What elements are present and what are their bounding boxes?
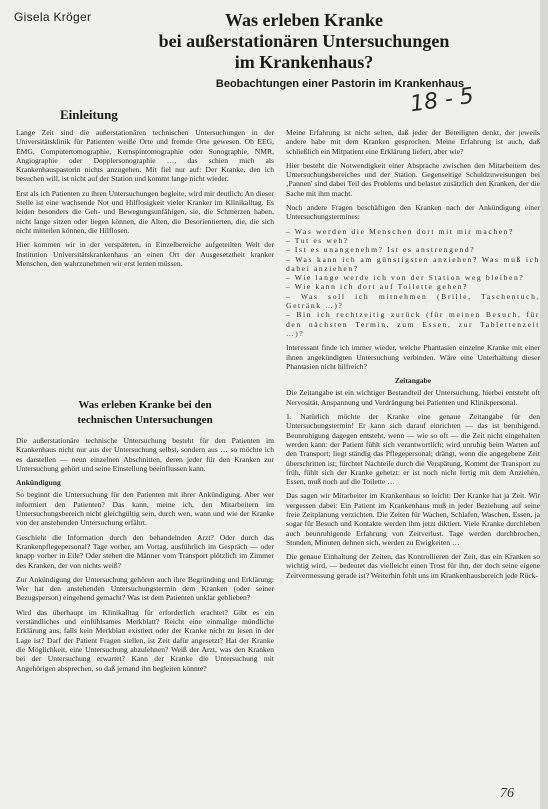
question-item: – Was kann ich am günstigsten anziehen? Was muß ich dabei anziehen?: [286, 254, 540, 273]
paragraph: Die genaue Einhaltung der Zeiten, das Kontrollieren der Zeit, das ein Kranken so wichtig wird, — bedeutet das vielleicht einen Trost für ihn, der doch seine eigene Zeitvermessung gerade ist? Weiterhin fehlt uns im Krankenhausbereich jede Rück-: [286, 552, 540, 580]
paragraph: Wird das überhaupt im Klinikalltag für erforderlich erachtet? Gibt es ein verständliches und einfühlsames Merkblatt? Reicht eine einmalige mündliche Erklärung aus, falls kein Merkblatt existiert oder der Kranke nicht zu lesen in der Lage ist? Darf der Patient Fragen stellen, ist Zeit dafür angesetzt? Hat der Kranke die Möglichkeit, eine Untersuchung abzulehnen? Weiß der Arzt, was den Kranken bei der Untersuchung erwartet? Kann der Kranke die Untersuchung mit Angehörigen absprechen, so daß jemand ihn begleiten könnte?: [16, 607, 274, 673]
subheading-line-2: technischen Untersuchungen: [77, 414, 213, 426]
left-column-body: [16, 436, 274, 678]
question-item: – Wie lange werde ich von der Station weg bleiben?: [286, 273, 525, 283]
page-edge-shadow: [540, 0, 548, 809]
paragraph: Noch andere Fragen beschäftigen den Kranken nach der Ankündigung einer Untersuchungstermines:: [286, 203, 540, 222]
question-item: – Ist es unangenehm? Ist es anstrengend?: [286, 245, 476, 255]
question-item: – Wie kann ich dort auf Toilette gehen?: [286, 282, 469, 292]
paragraph: Erst als ich Patienten zu ihren Untersuchungen begleite, wird mir deutlich: An dieser Stelle ist eine wachsende Not und Hilflosigkeit vieler Kranker im Klinikalltag. Es leiden besonders die Geh- und Bewegungsunfähigen, sie, die Schmerzen haben, nicht lange sitzen oder liegen können, die Alten, die Desorientierten, die, die sich nicht mitteilen können, die Hilflosen.: [16, 188, 274, 235]
heading-ankuendigung: Ankündigung: [16, 478, 61, 488]
title-line-3: im Krankenhaus?: [234, 52, 374, 72]
paragraph: Lange Zeit sind die außerstationären technischen Untersuchungen in der Universitätsklinik für Patienten weiße Orte und fremde Orte gewesen. Ob EEG, EMG, Computertomographie, Kernspintomographie oder Sonographie, NMR, Angiographie oder Dopplersonographie …, das schien mich als Krankenhauspastorin nichts anzugehen. Mit fiel nur auf: Der Kranke, den ich besuchen will, ist nicht auf der Station und kommt lange nicht wieder.: [16, 128, 274, 184]
title-line-2: bei außerstationären Untersuchungen: [158, 31, 450, 51]
right-column: [286, 128, 540, 585]
left-column-intro: [16, 128, 274, 273]
question-item: – Tut es weh?: [286, 235, 349, 245]
subheading-line-1: Was erleben Kranke bei den: [78, 399, 212, 411]
paragraph: Geschieht die Information durch den behandelnden Arzt? Oder durch das Krankenpflegepersonal? Tage vorher, am Vortag, ausführlich im Gespräch — oder knapp vorher in Eile? Oder stehen die Männer vom Transport plötzlich im Zimmer des Kranken, der von nichts weiß?: [16, 532, 274, 570]
paragraph: Zur Ankündigung der Untersuchung gehören auch ihre Begründung und Erklärung: Wer hat den anstehenden Untersuchungstermin dem Kranken (oder seiner Bezugsperson) eingehend gemacht? Was ist dem Patienten unklar geblieben?: [16, 574, 274, 603]
paragraph: Die Zeitangabe ist ein wichtiger Bestandteil der Untersuchung, hierbei entsteht oft Nervosität, Anspannung und Verdrängung bei Patienten und Klinikpersonal.: [286, 388, 540, 407]
title-line-1: Was erleben Kranke: [225, 10, 383, 30]
paragraph: Meine Erfahrung ist nicht selten, daß jeder der Beteiligten denkt, der jeweils andere habe mit dem Kranken gesprochen. Meine Erfahrung ist auch, daß schließlich ein Mitpatient eine Erklärung liefert, aber wie?: [286, 128, 540, 156]
question-item: – Was soll ich mitnehmen (Brille, Taschentuch, Getränk …)?: [286, 291, 540, 311]
paragraph: Das sagen wir Mitarbeiter im Krankenhaus so leicht: Der Kranke hat ja Zeit. Wir vergessen dabei: Ein Patient im Krankenhaus muß in jeder Beziehung auf seine freie Zeitplanung verzichten. Die Zeiten für Wachen, Schlafen, Waschen, Essen, ja sogar für Besuch und Kontakte werden ihm jetzt diktiert. Viele Kranke durchleben auch beunruhigende Erfahrung von Zeitverlust. Tage werden durchbrochen, Stunden, Minuten dehnen sich, werden zu Ewigkeiten …: [286, 491, 540, 547]
paragraph: 1. Natürlich möchte der Kranke eine genaue Zeitangabe für den Untersuchungstermin! Er kann sich darauf einrichten — das ist beruhigend. Beunruhigung dagegen entsteht, wenn — wie so oft — die Zeit nicht eingehalten werden kann: der Patient fühlt sich verantwortlich; wird unruhig beim Warten auf den Transport; liegt ständig das Pflegepersonal; drängt, wenn die angegebene Zeit überschritten ist; fürchtet Nachteile durch die Verspätung. Kommt der Transport zu früh, fühlt sich der Kranke gehetzt: er ist noch nicht fertig mit dem Anziehen, Essen, muß noch auf die Toilette …: [286, 412, 540, 487]
paragraph: Hier kommen wir in der verspäteten, in Einzelbereiche aufgeteilten Welt der Institution Universitätskrankenhaus an einen Ort der Ausgesetztheit kranker Menschen, den wahrzunehmen wir erst lernen müssen.: [16, 240, 274, 268]
paragraph: So beginnt die Untersuchung für den Patienten mit ihrer Ankündigung. Aber wer informiert den Patienten? Das kann, meine ich, den Mitarbeitern im Untersuchungsbereich nicht gleichgültig sein, durch wen, wann und wie der Kranke von der anstehenden Untersuchung erfährt.: [16, 490, 274, 528]
question-item: – Bin ich rechtzeitig zurück (für meinen Besuch, für den nächsten Termin, zum Essen, zur Tablettenzeit …)?: [286, 310, 540, 338]
paragraph: Interessant finde ich immer wieder, welche Phantasien einzelne Kranke mit einer ihnen angekündigten Untersuchung verbinden. Wäre eine Unterhaltung dieser Phantasien nicht hilfreich?: [286, 343, 540, 371]
heading-einleitung: Einleitung: [60, 107, 118, 122]
subtitle: Beobachtungen einer Pastorin im Krankenhaus: [215, 78, 465, 90]
author-name: Gisela Kröger: [14, 10, 92, 24]
question-item: – Was werden die Menschen dort mit mir machen?: [286, 226, 515, 236]
paragraph: Die außerstationäre technische Untersuchung besteht für den Patienten im Krankenhaus nicht nur aus der Untersuchung selbst, sondern aus … so möchte ich es darstellen — neun einzelnen Abschnitten, deren jeder für den Kranken zur Untersuchung gehört und seine Einstellung beeinflussen kann.: [16, 436, 274, 473]
page-number: 76: [500, 786, 514, 801]
paragraph: Hier besteht die Notwendigkeit einer Absprache zwischen den Mitarbeitern des Untersuchungsbereiches und der Station. Gegenseitige Schuldzuweisungen bei ‚Pannen' sind dabei Teil des Problems und belastet zusätzlich den Kranken, der die Sache mit ihm macht.: [286, 160, 540, 198]
heading-zeitangabe: Zeitangabe: [394, 376, 432, 386]
handwritten-note: 18 - 5: [408, 83, 476, 118]
